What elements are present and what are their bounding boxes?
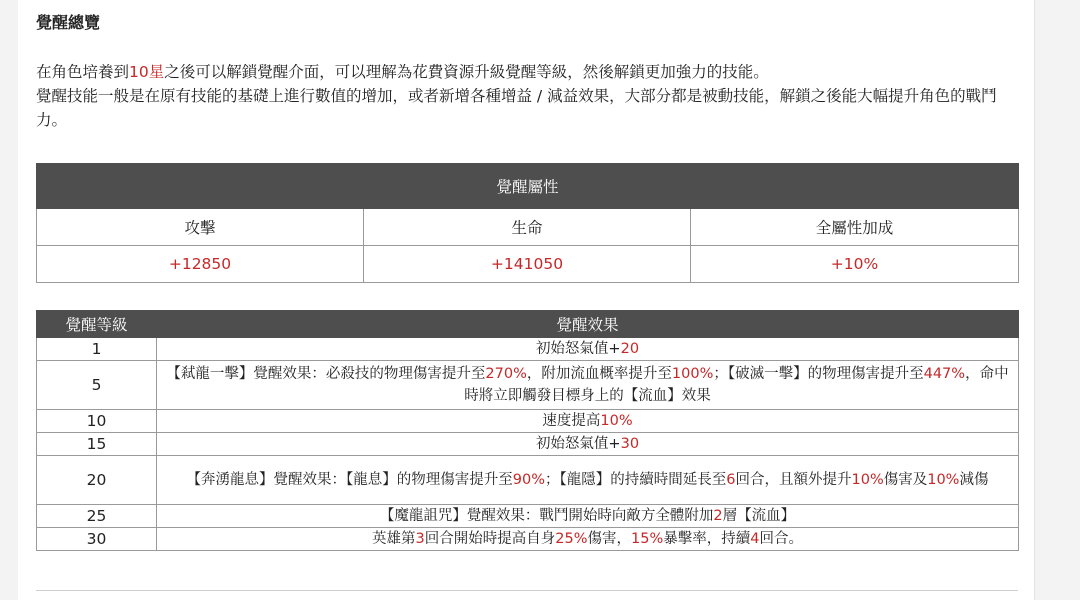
intro-line-1-post: 之後可以解鎖覺醒介面，可以理解為花費資源升級覺醒等級，然後解鎖更加強力的技能。: [164, 63, 769, 81]
effect-text: 傷害，: [587, 531, 631, 547]
awakening-level-table: [36, 310, 1019, 551]
attr-header-hp: 生命: [364, 209, 691, 246]
effect-value-highlight: 30: [620, 436, 640, 452]
table-row: [37, 433, 1019, 456]
table-row: [37, 528, 1019, 551]
effect-text: 回合開始時提高自身: [424, 531, 556, 547]
effect-text: 暴擊率，持續: [663, 531, 751, 547]
effect-text: 速度提高: [542, 413, 601, 429]
attr-value-attack: +12850: [37, 246, 364, 283]
effect-value-highlight: 3: [415, 531, 425, 547]
attribute-table-title: 覺醒屬性: [37, 164, 1019, 209]
effect-cell: [157, 338, 1019, 361]
attr-value-hp: +141050: [364, 246, 691, 283]
intro-line-1-pre: 在角色培養到: [36, 63, 130, 81]
attribute-table: [36, 163, 1019, 283]
effect-text: 回合，且額外提升: [735, 472, 852, 488]
level-cell: 10: [37, 410, 157, 433]
effect-text: 初始怒氣值+: [535, 341, 621, 357]
effect-cell: [157, 528, 1019, 551]
page-heading: 覺醒總覽: [36, 13, 101, 32]
level-column-header: 覺醒等級: [37, 311, 157, 338]
effect-text: 傷害及: [883, 472, 928, 488]
effect-value-highlight: 270%: [485, 366, 527, 382]
effect-cell: [157, 505, 1019, 528]
effect-value-highlight: 6: [726, 472, 736, 488]
effect-text: 初始怒氣值+: [535, 436, 621, 452]
intro-star-highlight: 10星: [129, 63, 165, 81]
effect-text: 【魔龍詛咒】覺醒效果：戰鬥開始時向敵方全體附加: [379, 508, 714, 524]
table-row: [37, 361, 1019, 410]
effect-text: ；【龍隱】的持續時間延長至: [545, 472, 727, 488]
effect-text: 【弒龍一擊】覺醒效果：必殺技的物理傷害提升至: [166, 366, 486, 382]
level-cell: 30: [37, 528, 157, 551]
effect-value-highlight: 10%: [927, 472, 960, 488]
effect-text: 【奔湧龍息】覺醒效果：【龍息】的物理傷害提升至: [186, 472, 513, 488]
level-cell: 5: [37, 361, 157, 410]
effect-text: ，命中時將立即觸發目標身上的【流血】效果: [464, 366, 1009, 404]
effect-value-highlight: 10%: [600, 413, 633, 429]
effect-text: 回合。: [759, 531, 803, 547]
table-row: [37, 505, 1019, 528]
effect-value-highlight: 15%: [631, 531, 664, 547]
attr-header-all-stats: 全屬性加成: [691, 209, 1019, 246]
attr-value-all-stats: +10%: [691, 246, 1019, 283]
effect-value-highlight: 25%: [555, 531, 588, 547]
content-page: [18, 0, 1034, 600]
table-row: [37, 456, 1019, 505]
effect-value-highlight: 90%: [512, 472, 546, 488]
level-cell: 25: [37, 505, 157, 528]
effect-cell: [157, 361, 1019, 410]
effect-value-highlight: 447%: [923, 366, 966, 382]
level-cell: 1: [37, 338, 157, 361]
effect-value-highlight: 10%: [851, 472, 884, 488]
effect-cell: [157, 410, 1019, 433]
effect-value-highlight: 2: [713, 508, 723, 524]
level-rows: [37, 338, 1019, 551]
attr-header-attack: 攻擊: [37, 209, 364, 246]
effect-value-highlight: 20: [620, 341, 640, 357]
table-row: [37, 338, 1019, 361]
intro-text: [36, 60, 1026, 132]
level-cell: 20: [37, 456, 157, 505]
level-cell: 15: [37, 433, 157, 456]
intro-line-2: 覺醒技能一般是在原有技能的基礎上進行數值的增加，或者新增各種增益 / 減益效果，大部分都是被動技能，解鎖之後能大幅提升角色的戰鬥力。: [36, 87, 997, 129]
effect-cell: [157, 433, 1019, 456]
effect-text: ；【破滅一擊】的物理傷害提升至: [713, 366, 924, 382]
effect-text: ，附加流血概率提升至: [526, 366, 672, 382]
intro-line-1: [36, 60, 1026, 84]
effect-value-highlight: 4: [750, 531, 760, 547]
effect-cell: [157, 456, 1019, 505]
effect-text: 層【流血】: [722, 508, 796, 524]
effect-text: 減傷: [959, 472, 989, 488]
effect-value-highlight: 100%: [671, 366, 714, 382]
effect-column-header: 覺醒效果: [157, 311, 1019, 338]
effect-text: 英雄第: [372, 531, 416, 547]
divider: [36, 590, 1018, 591]
table-row: [37, 410, 1019, 433]
